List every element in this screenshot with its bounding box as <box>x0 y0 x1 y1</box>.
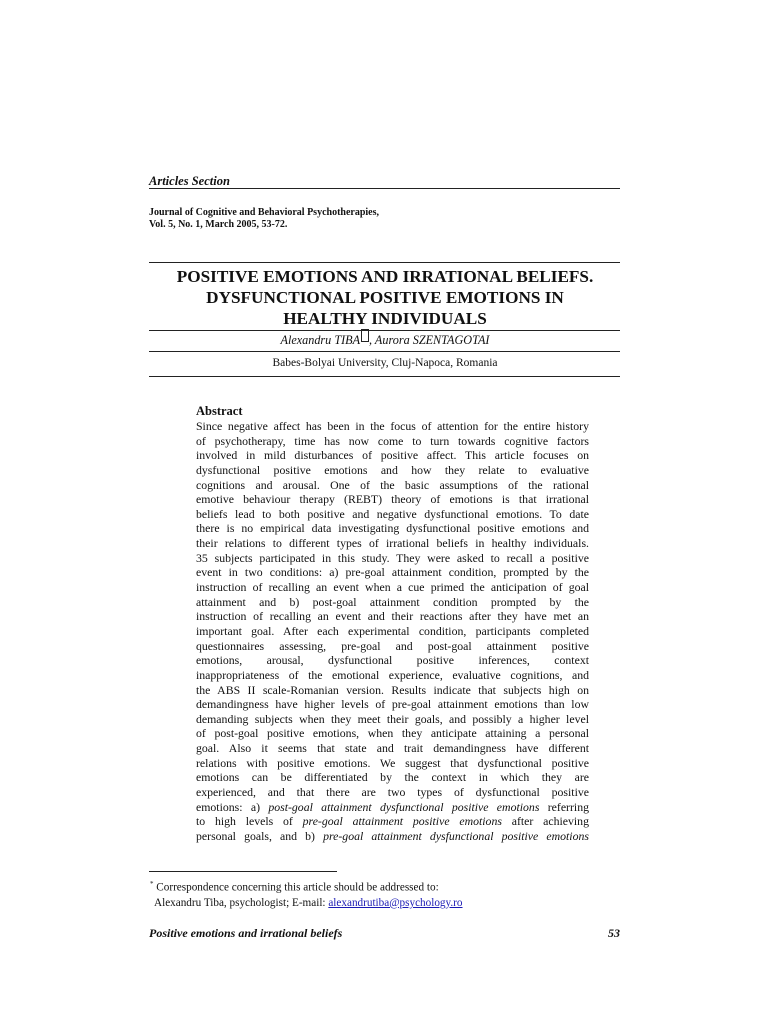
abstract-line: questionnaires assessing, pre-goal and post-goal attainment positive <box>196 638 589 653</box>
email-link[interactable]: alexandrutiba@psychology.ro <box>328 896 463 909</box>
abstract-body <box>196 419 589 844</box>
abstract-line: instruction of recalling an event and their reactions after they have met an <box>196 609 589 624</box>
author-1: Alexandru TIBA <box>280 333 361 347</box>
footnote-marker: * <box>150 880 154 888</box>
authors-rule <box>149 351 620 352</box>
footnote-line-1 <box>150 877 463 896</box>
abstract-text-run: emotions: a) <box>196 799 269 814</box>
title-line-2: DYSFUNCTIONAL POSITIVE EMOTIONS IN <box>206 288 564 307</box>
abstract-line: demanding subjects when they meet their goals, and possibly a higher level <box>196 711 589 726</box>
abstract-text-run: to high levels of <box>196 814 303 829</box>
running-title: Positive emotions and irrational beliefs <box>149 926 343 940</box>
affiliation-rule <box>149 376 620 377</box>
abstract-line <box>196 829 589 844</box>
abstract-italic-run: pre-goal attainment positive emotions <box>302 814 502 829</box>
footnote-text: Alexandru Tiba, psychologist; E-mail: <box>154 896 329 909</box>
abstract-line: attainment and b) post-goal attainment condition prompted by the <box>196 594 589 609</box>
abstract-line: goal. Also it seems that state and trait demandingness have different <box>196 741 589 756</box>
journal-citation <box>149 207 379 231</box>
author-2: Aurora SZENTAGOTAI <box>374 333 490 347</box>
abstract-line: of post-goal positive emotions, when they anticipate attaining a personal <box>196 726 589 741</box>
abstract-text-run: after achieving <box>501 814 589 829</box>
abstract-line: experienced, and that there are two types of dysfunctional positive <box>196 785 589 800</box>
abstract-italic-run: pre-goal attainment dysfunctional positive emotions <box>323 828 589 843</box>
abstract-heading: Abstract <box>196 404 243 418</box>
abstract-line: cognitions and arousal. One of the basic assumptions of the rational <box>196 477 589 492</box>
title-line-1: POSITIVE EMOTIONS AND IRRATIONAL BELIEFS. <box>176 267 594 286</box>
abstract-line: inappropriateness of the emotional experience, evaluative cognitions, and <box>196 667 589 682</box>
author-separator: , <box>369 333 375 347</box>
abstract-line: demandingness have higher levels of pre-goal attainment emotions than low <box>196 697 589 712</box>
abstract-line: of psychotherapy, time has now come to turn towards cognitive factors <box>196 433 589 448</box>
abstract-line: relations with positive emotions. We suggest that dysfunctional positive <box>196 755 589 770</box>
abstract-text-run: personal goals, and b) <box>196 828 324 843</box>
abstract-line: beliefs lead to both positive and negative dysfunctional emotions. To date <box>196 506 589 521</box>
title-bottom-rule <box>149 330 620 331</box>
abstract-line: Since negative affect has been in the focus of attention for the entire history <box>196 419 589 433</box>
abstract-line: important goal. After each experimental condition, participants completed <box>196 623 589 638</box>
abstract-line: instruction of recalling an event when a cue primed the anticipation of goal <box>196 580 589 595</box>
title-line-3: HEALTHY INDIVIDUALS <box>283 309 487 328</box>
abstract-line: event in two conditions: a) pre-goal attainment condition, prompted by the <box>196 565 589 580</box>
abstract-line: involved in mild disturbances of positive affect. This article focuses on <box>196 448 589 463</box>
footnote <box>150 877 463 911</box>
page-number: 53 <box>608 926 620 940</box>
title-top-rule <box>149 262 620 263</box>
abstract-line: emotions, arousal, dysfunctional positive inferences, context <box>196 653 589 668</box>
footnote-marker-box[interactable] <box>361 329 369 342</box>
article-title <box>149 266 621 329</box>
abstract-line: emotions can be differentiated by the context in which they are <box>196 770 589 785</box>
section-rule <box>149 188 620 189</box>
section-label: Articles Section <box>149 174 230 188</box>
abstract-italic-run: post-goal attainment dysfunctional positive emotions <box>268 799 540 814</box>
affiliation: Babes-Bolyai University, Cluj-Napoca, Romania <box>272 357 498 369</box>
journal-line-1: Journal of Cognitive and Behavioral Psychotherapies, <box>149 207 380 218</box>
footnote-line-2 <box>150 896 463 911</box>
abstract-line: there is no empirical data investigating dysfunctional positive emotions and <box>196 521 589 536</box>
abstract-line: emotive behaviour therapy (REBT) theory of emotions is that irrational <box>196 492 589 507</box>
abstract-line <box>196 800 589 815</box>
abstract-line: their relations to different types of irrational beliefs in healthy individuals. <box>196 536 589 551</box>
footnote-rule <box>149 871 337 872</box>
journal-line-2: Vol. 5, No. 1, March 2005, 53-72. <box>149 219 288 230</box>
abstract-line: 35 subjects participated in this study. They were asked to recall a positive <box>196 550 589 565</box>
footnote-text: Correspondence concerning this article should be addressed to: <box>153 881 439 894</box>
abstract-line <box>196 814 589 829</box>
abstract-text-run: referring <box>539 799 589 814</box>
authors-line <box>149 333 621 348</box>
abstract-line: the ABS II scale-Romanian version. Results indicate that subjects high on <box>196 682 589 697</box>
abstract-line: dysfunctional positive emotions and how they relate to evaluative <box>196 462 589 477</box>
